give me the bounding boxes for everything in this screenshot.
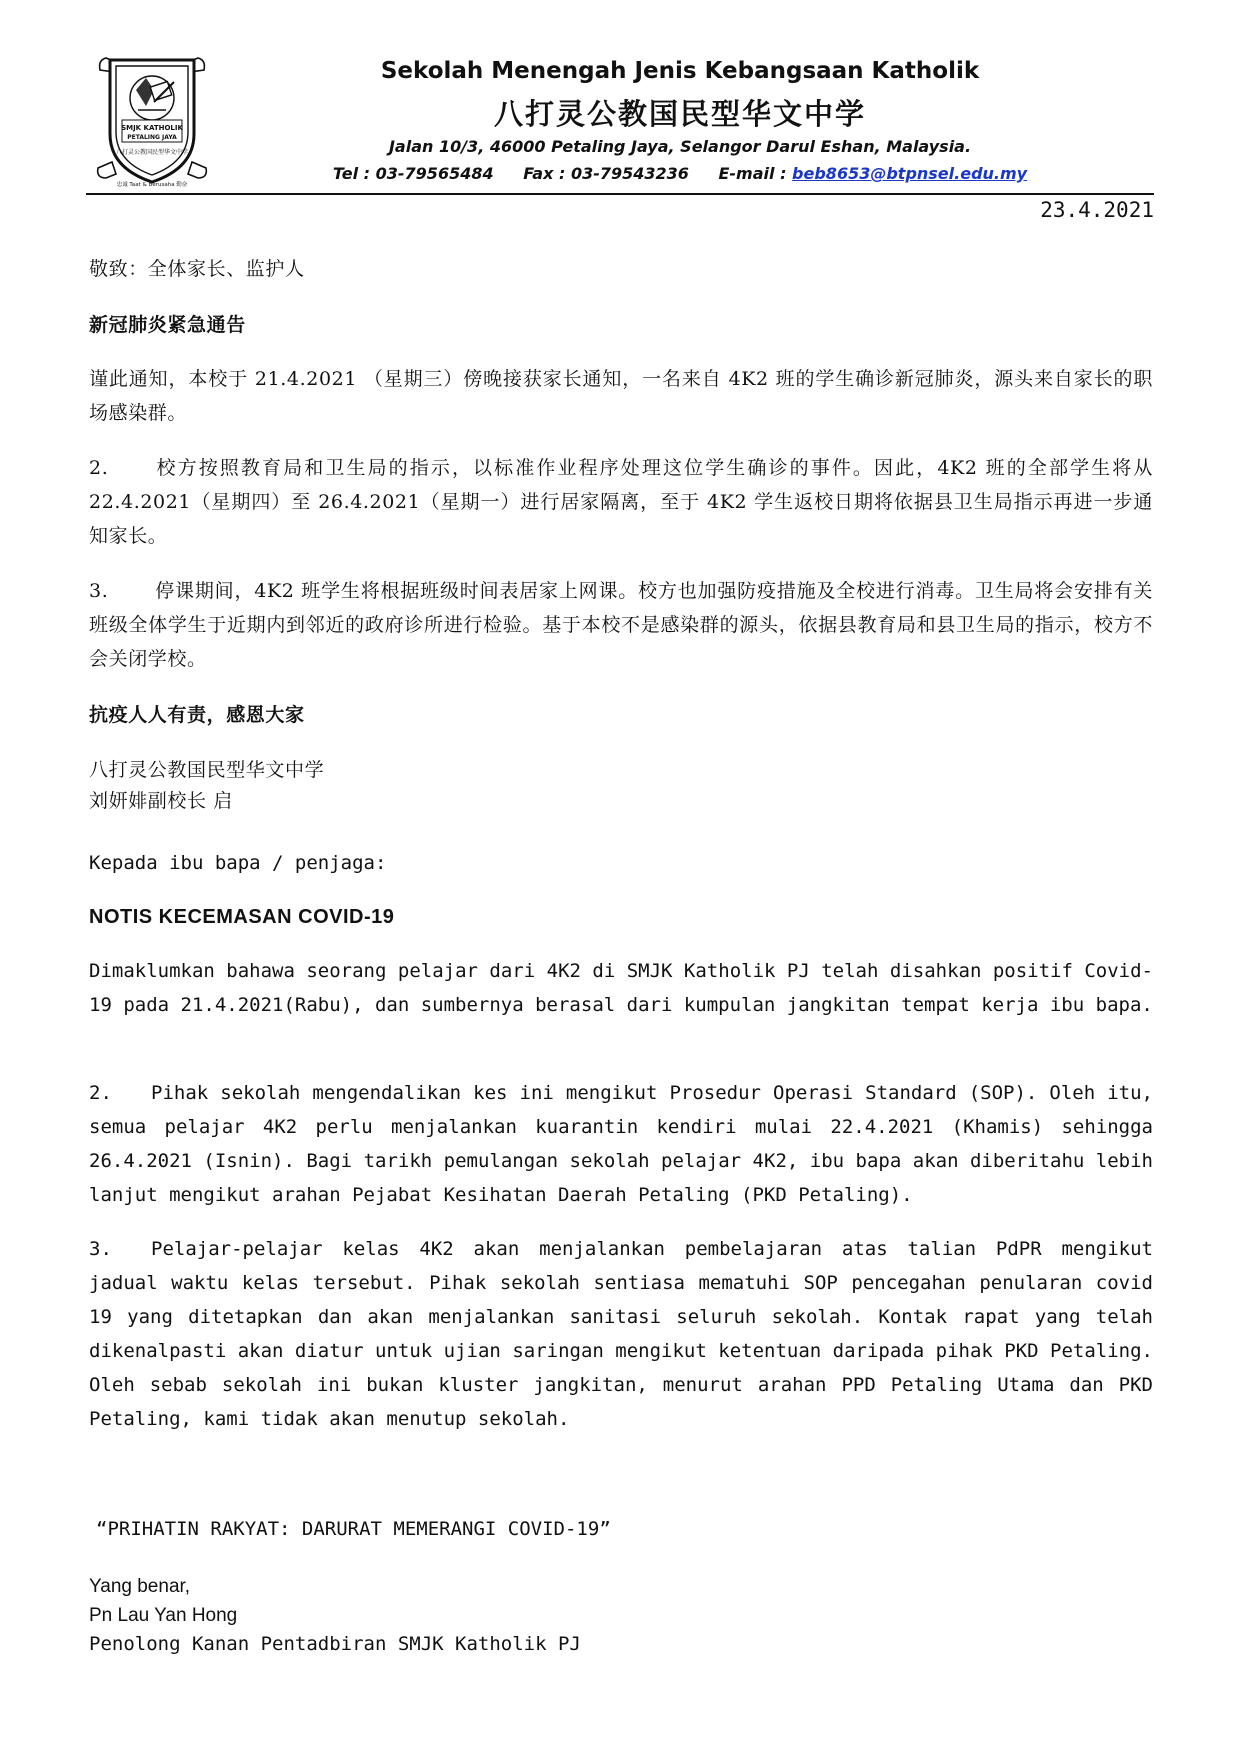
malay-paragraph-2-text: Pihak sekolah mengendalikan kes ini mengikut Prosedur Operasi Standard (SOP). Oleh itu, semua pelajar 4K2 perlu menjalankan kuarantin kendiri mulai 22.4.2021 (Khamis) sehingga 26.4.2021 (Isnin). Bagi tarikh pemulangan sekolah pelajar 4K2, ibu bapa akan diberitahu lebih lanjut mengikut arahan Pejabat Kesihatan Daerah Petaling (PKD Petaling). (89, 1082, 1153, 1206)
email-label: E-mail : (718, 164, 787, 183)
chinese-paragraph-2 (89, 451, 1153, 553)
malay-signer-position-text: Penolong Kanan Pentadbiran SMJK Katholik PJ (89, 1633, 581, 1655)
malay-paragraph-1: Dimaklumkan bahawa seorang pelajar dari 4K2 di SMJK Katholik PJ telah disahkan positif Covid-19 pada 21.4.2021(Rabu), dan sumbernya berasal dari kumpulan jangkitan tempat kerja ibu bapa. (89, 960, 1153, 1016)
fax: Fax : 03-79543236 (523, 164, 689, 183)
chinese-paragraph-3-text: 停课期间，4K2 班学生将根据班级时间表居家上网课。校方也加强防疫措施及全校进行消毒。卫生局将会安排有关班级全体学生于近期内到邻近的政府诊所进行检验。基于本校不是感染群的源头，依据县教育局和县卫生局的指示，校方不会关闭学校。 (89, 580, 1153, 670)
malay-paragraph-2-number: 2. (89, 1082, 112, 1104)
chinese-paragraph-3 (89, 574, 1153, 676)
school-name-chinese: 八打灵公教国民型华文中学 (493, 97, 866, 131)
malay-signer-position (89, 1630, 581, 1659)
chinese-paragraph-2-text: 校方按照教育局和卫生局的指示，以标准作业程序处理这位学生确诊的事件。因此，4K2 班的全部学生将从 22.4.2021（星期四）至 26.4.2021（星期一）进行居家隔离，至于 4K2 学生返校日期将依据县卫生局指示再进一步通知家长。 (89, 457, 1153, 547)
malay-title: NOTIS KECEMASAN COVID-19 (89, 906, 395, 928)
malay-paragraph-3 (89, 1232, 1153, 1436)
chinese-title: 新冠肺炎紧急通告 (89, 314, 246, 336)
letter-date: 23.4.2021 (1040, 198, 1154, 222)
chinese-salutation: 敬致：全体家长、监护人 (89, 258, 305, 280)
malay-salutation: Kepada ibu bapa / penjaga: (89, 852, 387, 874)
malay-paragraph-3-number: 3. (89, 1238, 112, 1260)
letterhead-divider (86, 193, 1154, 195)
malay-signer-name: Pn Lau Yan Hong (89, 1605, 238, 1626)
malay-paragraph-2 (89, 1076, 1153, 1212)
school-address: Jalan 10/3, 46000 Petaling Jaya, Selangor Darul Eshan, Malaysia. (388, 137, 972, 156)
school-name-malay: Sekolah Menengah Jenis Kebangsaan Katholik (380, 58, 980, 84)
chinese-paragraph-1: 谨此通知，本校于 21.4.2021 （星期三）傍晚接获家长通知，一名来自 4K2 班的学生确诊新冠肺炎，源头来自家长的职场感染群。 (89, 368, 1153, 424)
email-link[interactable]: beb8653@btpnsel.edu.my (792, 164, 1028, 183)
contact-line (250, 164, 1110, 183)
crest-text-school: SMJK KATHOLIK (121, 124, 183, 132)
chinese-sign-school: 八打灵公教国民型华文中学 (89, 759, 325, 781)
malay-slogan: “PRIHATIN RAKYAT: DARURAT MEMERANGI COVID-19” (96, 1518, 611, 1540)
malay-closing: Yang benar, (89, 1576, 191, 1597)
school-crest-logo (96, 50, 208, 188)
chinese-paragraph-3-number: 3. (89, 580, 109, 602)
crest-text-location: PETALING JAYA (127, 134, 177, 141)
crest-text-chinese: 八打灵公教国民型华文中学 (115, 149, 189, 156)
malay-paragraph-3-text: Pelajar-pelajar kelas 4K2 akan menjalankan pembelajaran atas talian PdPR mengikut jadual waktu kelas tersebut. Pihak sekolah sentiasa mematuhi SOP pencegahan penularan covid 19 yang ditetapkan dan akan menjalankan sanitasi seluruh sekolah. Kontak rapat yang telah dikenalpasti akan diatur untuk ujian saringan mengikut ketentuan daripada pihak PKD Petaling. Oleh sebab sekolah ini bukan kluster jangkitan, menurut arahan PPD Petaling Utama dan PKD Petaling, kami tidak akan menutup sekolah. (89, 1238, 1153, 1430)
telephone: Tel : 03-79565484 (332, 164, 494, 183)
crest-text-motto: 忠诚 Taat & Berusaha 勤奋 (116, 182, 188, 188)
email-block (718, 164, 1027, 183)
chinese-paragraph-2-number: 2. (89, 457, 109, 479)
chinese-slogan: 抗疫人人有责，感恩大家 (89, 704, 305, 726)
chinese-sign-name: 刘妍婔副校长 启 (89, 790, 233, 812)
